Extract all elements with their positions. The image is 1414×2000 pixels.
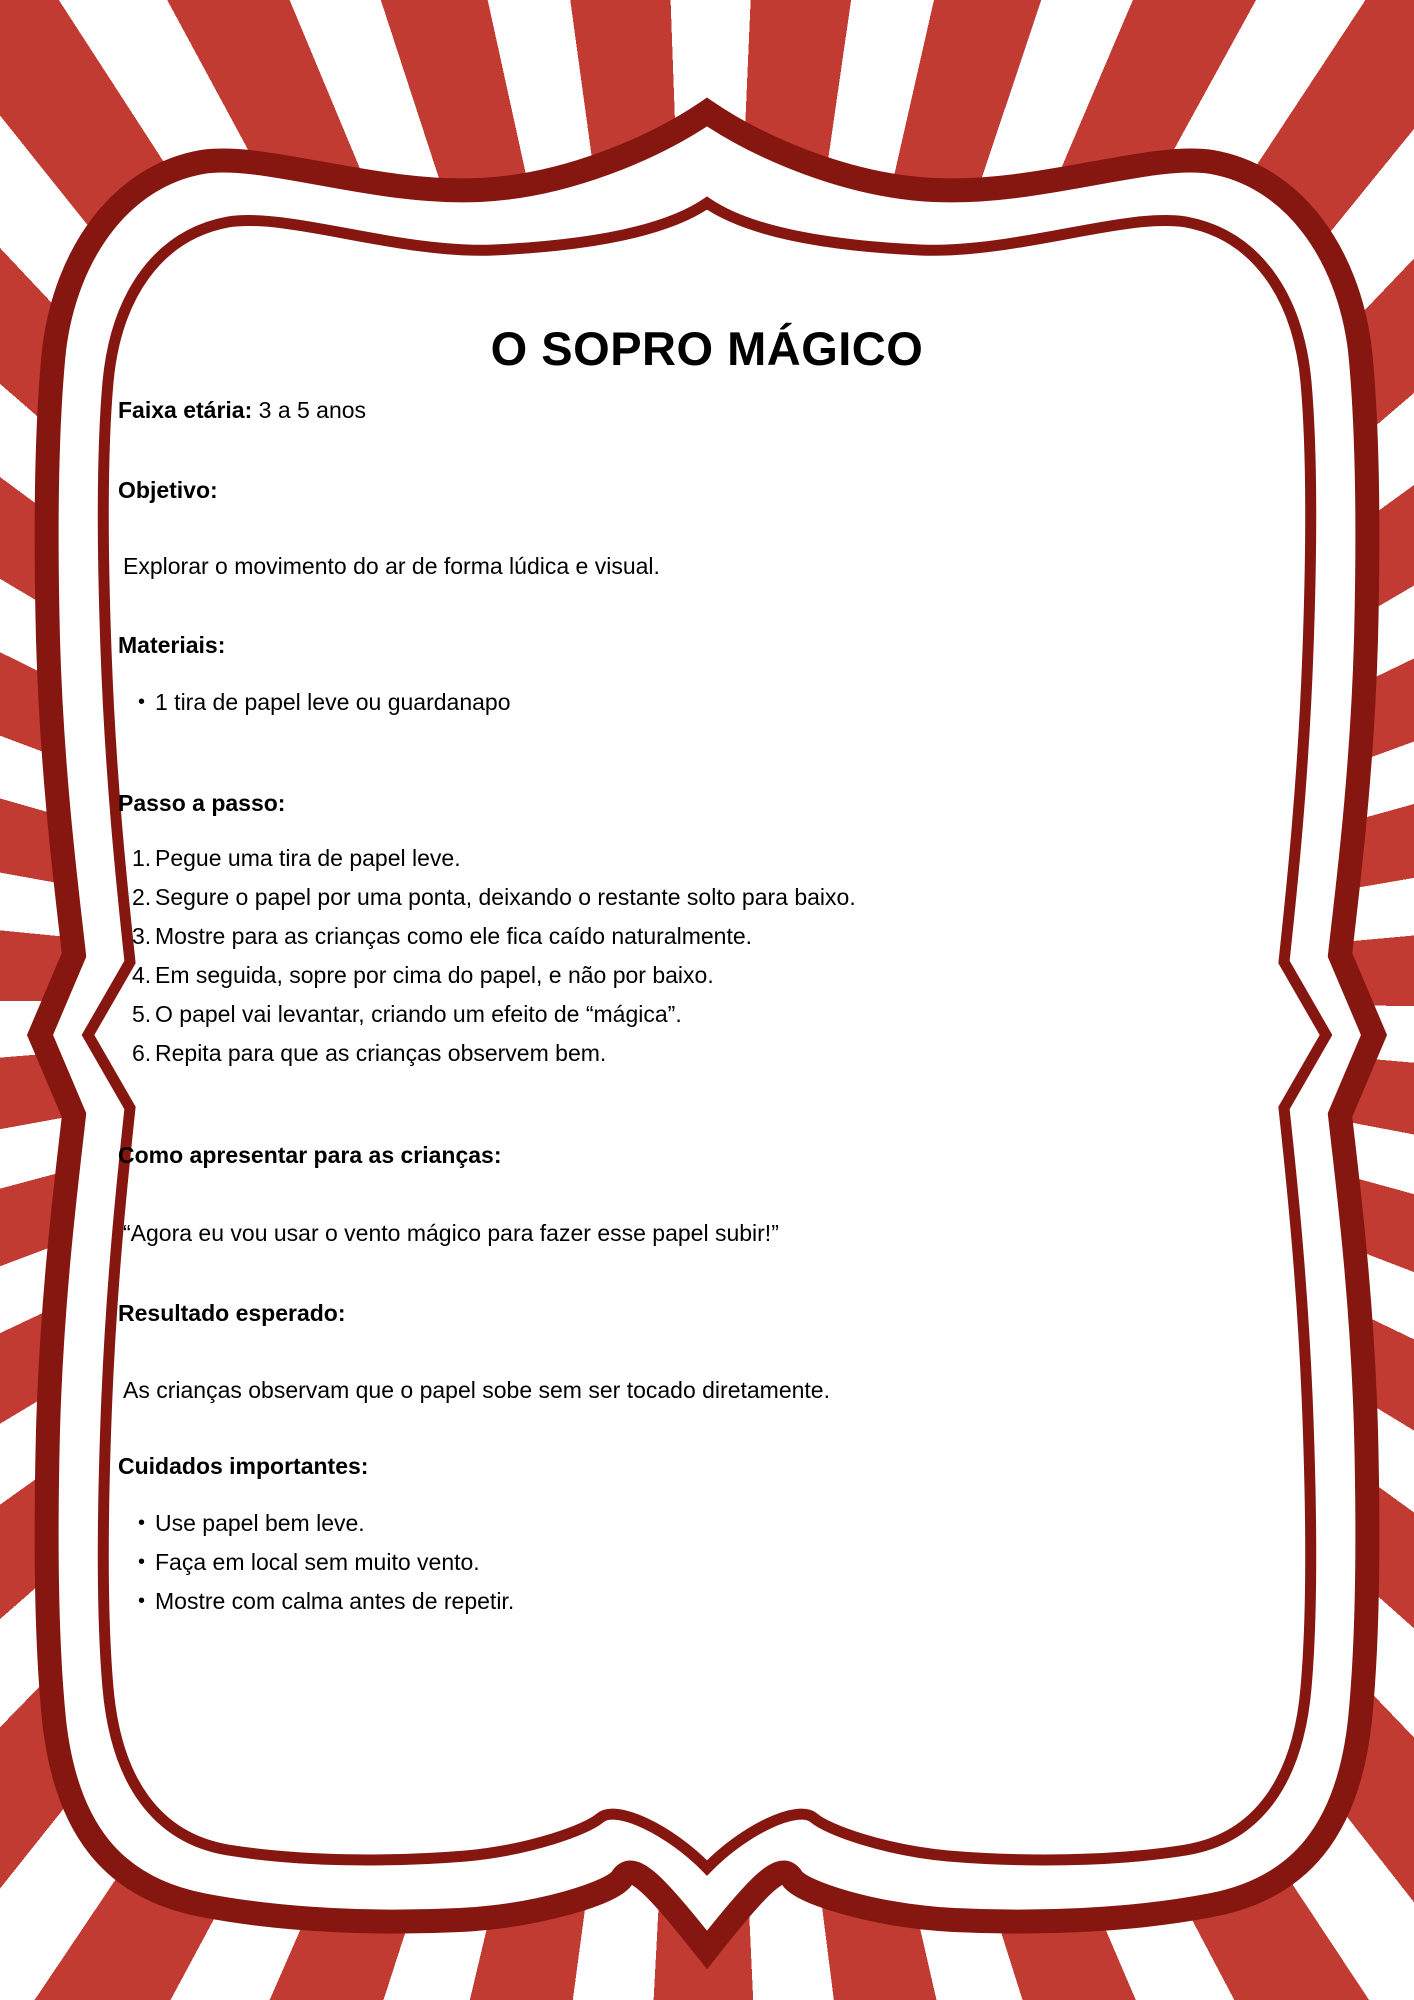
list-item [118,917,1296,956]
steps-list [118,839,1296,1073]
page-title: O SOPRO MÁGICO [490,322,924,376]
care-heading: Cuidados importantes: [118,1453,369,1479]
card-content [118,0,1296,2000]
presentation-quote: “Agora eu vou usar o vento mágico para fazer esse papel subir!” [123,1220,779,1246]
list-item [118,995,1296,1034]
step-number [132,917,155,956]
list-item [118,878,1296,917]
age-range-line [118,394,1296,426]
expected-result-text: As crianças observam que o papel sobe sem ser tocado diretamente. [123,1377,830,1403]
bullet-icon: • [138,1551,146,1573]
material-item-text: 1 tira de papel leve ou guardanapo [155,689,511,715]
care-item-text: Mostre com calma antes de repetir. [155,1588,515,1614]
bullet-icon: • [138,1590,146,1612]
step-item-text: Pegue uma tira de papel leve. [155,845,461,871]
list-item [118,1504,1296,1543]
bullet-icon: • [138,1512,146,1534]
step-number [132,1034,155,1073]
expected-result-heading: Resultado esperado: [118,1300,346,1326]
list-item [118,1034,1296,1073]
step-item-text: Mostre para as crianças como ele fica caído naturalmente. [155,923,753,949]
list-item [118,1543,1296,1582]
objective-heading: Objetivo: [118,477,218,503]
presentation-heading: Como apresentar para as crianças: [118,1142,502,1168]
care-item-text: Faça em local sem muito vento. [155,1549,480,1575]
age-range-label: Faixa etária: [118,397,253,423]
steps-heading: Passo a passo: [118,790,286,816]
step-item-text: Segure o papel por uma ponta, deixando o restante solto para baixo. [155,884,856,910]
care-list [118,1504,1296,1621]
bullet-icon: • [138,691,146,713]
care-item-text: Use papel bem leve. [155,1510,365,1536]
materials-heading: Materiais: [118,632,226,658]
list-item [118,839,1296,878]
list-item [118,956,1296,995]
list-item [118,1582,1296,1621]
step-number [132,995,155,1034]
step-number [132,839,155,878]
step-item-text: O papel vai levantar, criando um efeito de “mágica”. [155,1001,682,1027]
step-item-text: Repita para que as crianças observem bem. [155,1040,607,1066]
step-number [132,878,155,917]
step-item-text: Em seguida, sopre por cima do papel, e não por baixo. [155,962,714,988]
step-number [132,956,155,995]
objective-text: Explorar o movimento do ar de forma lúdica e visual. [123,553,660,579]
materials-list [118,683,1296,722]
age-range-value: 3 a 5 anos [252,397,367,423]
list-item [118,683,1296,722]
